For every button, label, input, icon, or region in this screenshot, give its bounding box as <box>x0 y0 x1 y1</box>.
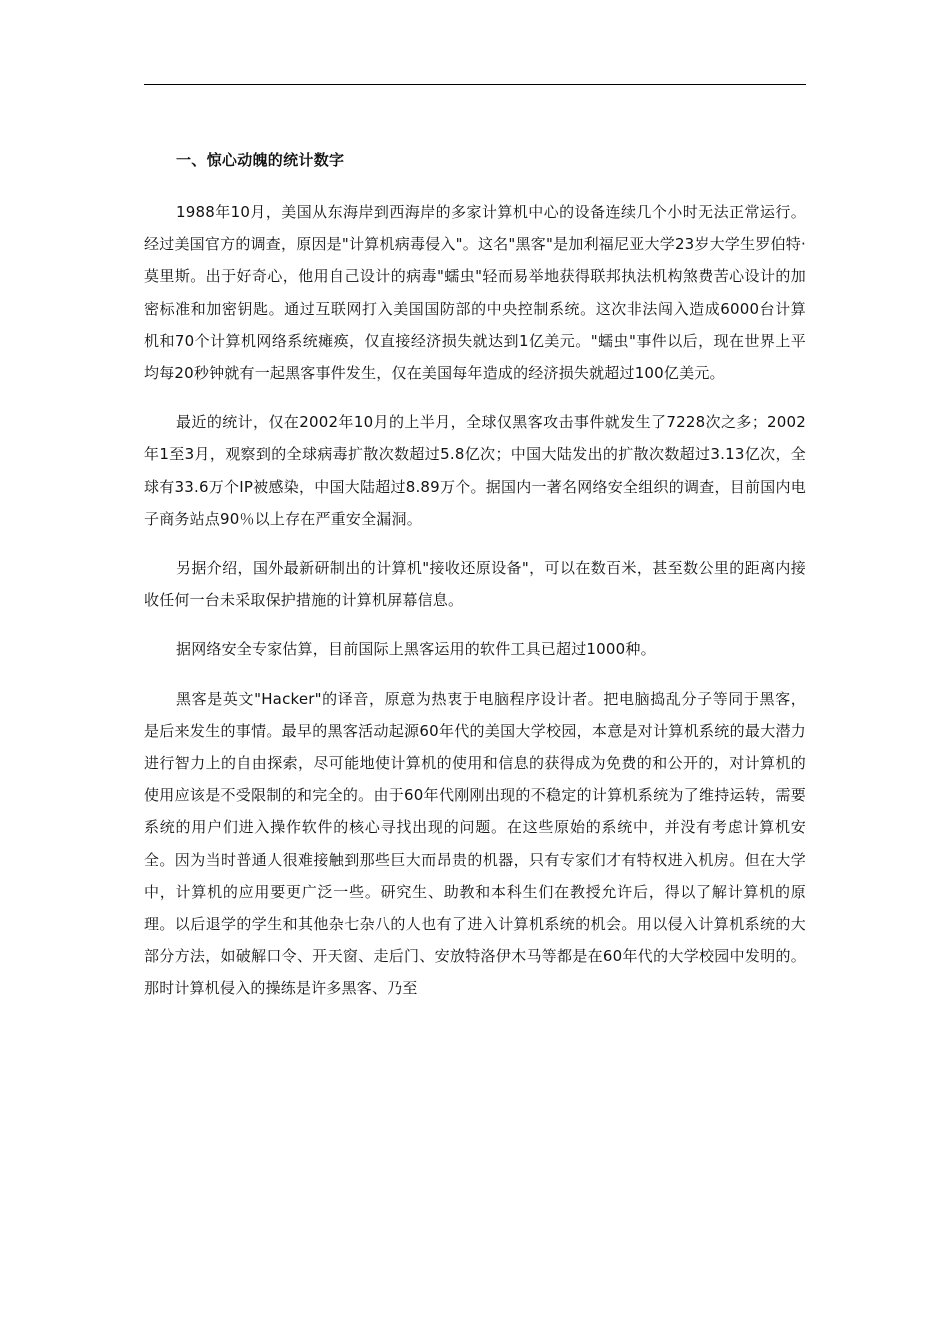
paragraph-recent-statistics: 最近的统计，仅在2002年10月的上半月，全球仅黑客攻击事件就发生了7228次之多；2002年1至3月，观察到的全球病毒扩散次数超过5.8亿次；中国大陆发出的扩散次数超过3.13亿次，全球有33.6万个IP被感染，中国大陆超过8.89万个。据国内一著名网络安全组织的调查，目前国内电子商务站点90％以上存在严重安全漏洞。 <box>144 413 806 528</box>
paragraph-hacker-tools: 据网络安全专家估算，目前国际上黑客运用的软件工具已超过1000种。 <box>176 640 656 659</box>
paragraph-hacker-origin: 黑客是英文"Hacker"的译音，原意为热衷于电脑程序设计者。把电脑捣乱分子等同于黑客，是后来发生的事情。最早的黑客活动起源60年代的美国大学校园，本意是对计算机系统的最大潜力进行智力上的自由探索，尽可能地使计算机的使用和信息的获得成为免费的和公开的，对计算机的使用应该是不受限制的和完全的。由于60年代刚刚出现的不稳定的计算机系统为了维持运转，需要系统的用户们进入操作软件的核心寻找出现的问题。在这些原始的系统中，并没有考虑计算机安全。因为当时普通人很难接触到那些巨大而昂贵的机器，只有专家们才有特权进入机房。但在大学中，计算机的应用要更广泛一些。研究生、助教和本科生们在教授允许后，得以了解计算机的原理。以后退学的学生和其他杂七杂八的人也有了进入计算机系统的机会。用以侵入计算机系统的大部分方法，如破解口令、开天窗、走后门、安放特洛伊木马等都是在60年代的大学校园中发明的。那时计算机侵入的操练是许多黑客、乃至 <box>144 689 806 998</box>
document-body <box>144 146 806 1022</box>
header-rule <box>144 84 806 85</box>
paragraph-receiving-device: 另据介绍，国外最新研制出的计算机"接收还原设备"，可以在数百米，甚至数公里的距离内接收任何一台未采取保护措施的计算机屏幕信息。 <box>144 559 806 610</box>
section-heading: 一、惊心动魄的统计数字 <box>176 151 345 169</box>
paragraph-morris-worm: 1988年10月，美国从东海岸到西海岸的多家计算机中心的设备连续几个小时无法正常运行。经过美国官方的调查，原因是"计算机病毒侵入"。这名"黑客"是加利福尼亚大学23岁大学生罗伯特·莫里斯。出于好奇心，他用自己设计的病毒"蠕虫"轻而易举地获得联邦执法机构煞费苦心设计的加密标准和加密钥匙。通过互联网打入美国国防部的中央控制系统。这次非法闯入造成6000台计算机和70个计算机网络系统瘫痪，仅直接经济损失就达到1亿美元。"蠕虫"事件以后，现在世界上平均每20秒钟就有一起黑客事件发生，仅在美国每年造成的经济损失就超过100亿美元。 <box>144 203 806 383</box>
